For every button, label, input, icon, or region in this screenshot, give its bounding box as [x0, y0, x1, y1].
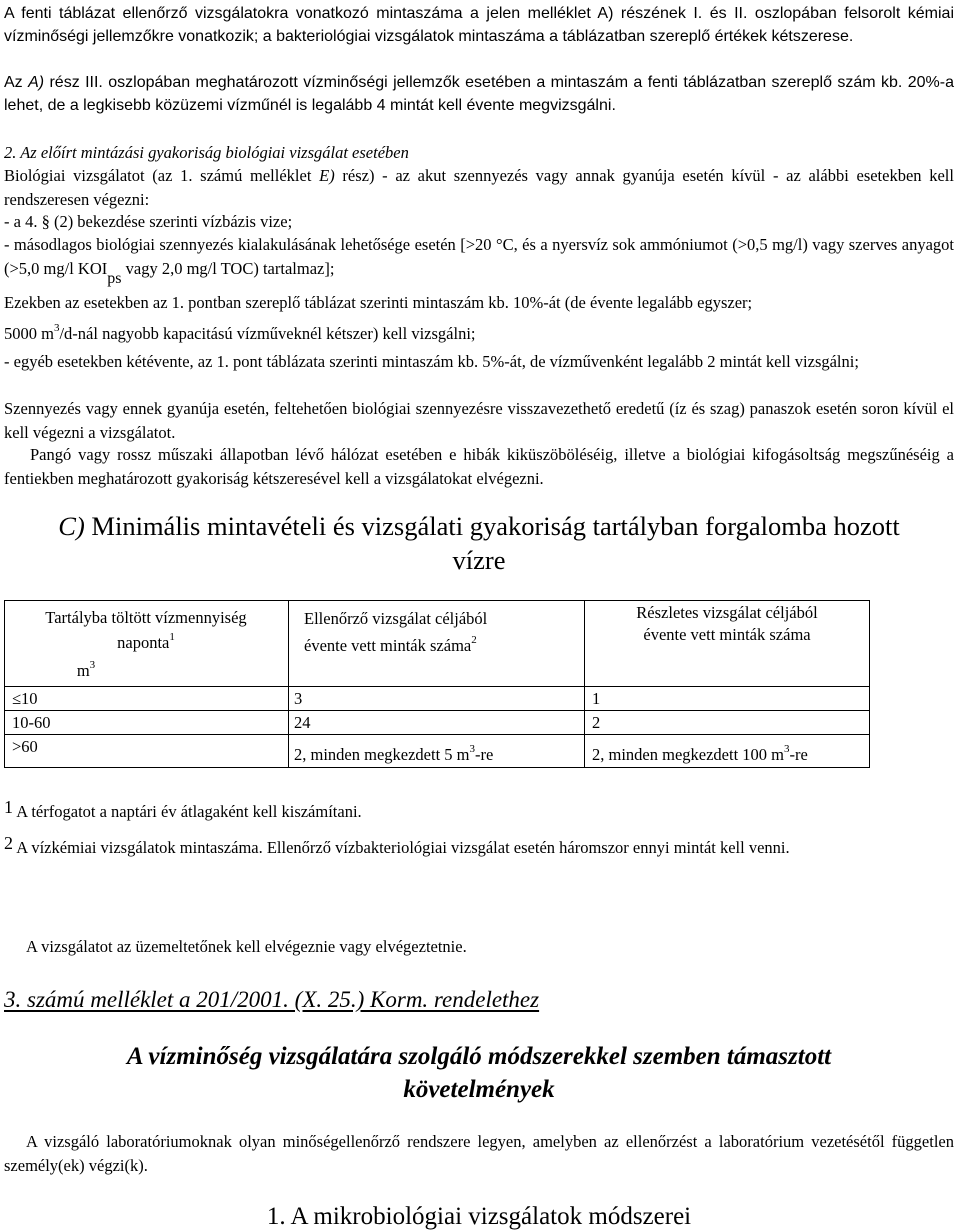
table-row-divider-1	[4, 710, 870, 711]
intro-p2-text-c: rész III. oszlopában meghatározott vízminőségi jellemzők esetében a mintaszám a fenti táblázatban szereplő szám kb. 20%-a lehet, de a legkisebb közüzemi vízműnél is legalább 4 mintát kell évente megvizsgálni.	[4, 74, 954, 114]
table-row-1-control: 3	[294, 689, 303, 708]
header-detailed-line-2: évente vett minták száma	[643, 625, 811, 644]
table-row-1-quantity: ≤10	[12, 689, 38, 708]
header-quantity-line-2	[4, 630, 288, 658]
header-control-line-2	[304, 632, 574, 662]
s2-p1-text-c: rész) - az akut szennyezés vagy annak gyanúja esetén kívül - az alábbi esetekben kell rendszeresen végezni:	[4, 166, 954, 209]
header-quantity-line-1: Tartályba töltött vízmennyiség	[45, 608, 247, 627]
header-control-text: évente vett minták száma	[304, 636, 472, 655]
table-col-divider-1	[288, 600, 289, 768]
header-quantity-unit: m	[76, 661, 90, 680]
table-header-quantity	[4, 605, 288, 686]
annex-heading: 3. számú melléklet a 201/2001. (X. 25.) Korm. rendelethez	[4, 987, 540, 1012]
row-3-control-text: 2, minden megkezdett 5 m	[294, 745, 470, 764]
section-c-title-line-2: vízre	[452, 545, 506, 575]
section-2-paragraph-4: Ezekben az esetekben az 1. pontban szereplő táblázat szerinti mintaszám kb. 10%-át (de évente legalább egyszer;	[4, 293, 753, 312]
table-row-3-control	[294, 744, 493, 768]
table-header-detailed	[584, 602, 870, 646]
section-c-title-text: Minimális mintavételi és vizsgálati gyakoriság tartályban forgalomba hozott	[84, 511, 900, 541]
section-2-paragraph-5	[4, 322, 954, 349]
table-border-top	[4, 600, 870, 601]
header-control-footnote-ref: 2	[471, 634, 477, 646]
header-quantity-line-3	[4, 658, 288, 686]
intro-p2-text-a: Az	[4, 74, 29, 91]
s2-p5-text-b: /d-nál nagyobb kapacitású vízműveknél kétszer) kell vizsgálni;	[59, 324, 476, 343]
sampling-frequency-table	[4, 600, 870, 768]
section-2-paragraph-3	[4, 233, 954, 287]
header-detailed-line-1: Részletes vizsgálat céljából	[636, 603, 818, 622]
section-2-paragraph-6: - egyéb esetekben kétévente, az 1. pont táblázata szerinti mintaszám kb. 5%-át, de vízművenként legalább 2 mintát kell vizsgálni;	[4, 352, 859, 371]
footnote-2-text: A vízkémiai vizsgálatok mintaszáma. Ellenőrző vízbakteriológiai vizsgálat esetén háromszor ennyi mintát kell venni.	[13, 838, 790, 857]
table-row-divider-2	[4, 734, 870, 735]
table-row-3-quantity: >60	[12, 737, 38, 756]
s2-p1-text-a: Biológiai vizsgálatot (az 1. számú melléklet	[4, 166, 320, 185]
row-3-detailed-text: 2, minden megkezdett 100 m	[592, 745, 784, 764]
footnote-2	[4, 833, 954, 860]
footnote-2-number: 2	[4, 833, 13, 853]
s2-p3-text-b: vagy 2,0 mg/l TOC) tartalmaz];	[121, 258, 335, 278]
s2-p3-subscript: ps	[107, 269, 122, 287]
header-quantity-footnote-ref: 1	[169, 631, 175, 643]
section-c-title	[4, 509, 954, 577]
section-2-paragraph-1	[4, 164, 954, 211]
section-c-letter: C)	[58, 511, 85, 541]
s2-p1-part-ref: E)	[319, 166, 335, 185]
section-2-heading: 2. Az előírt mintázási gyakoriság biológiai vizsgálat esetében	[4, 143, 409, 162]
operator-note: A vizsgálatot az üzemeltetőnek kell elvégeznie vagy elvégeztetnie.	[26, 937, 467, 956]
table-row-2-quantity: 10-60	[12, 713, 51, 732]
s2-p5-text-a: 5000 m	[4, 324, 54, 343]
table-header-divider	[4, 686, 870, 687]
row-3-control-suffix: -re	[475, 745, 494, 764]
table-row-2-detailed: 2	[592, 713, 601, 732]
header-control-line-1: Ellenőrző vizsgálat céljából	[304, 609, 488, 628]
table-header-control	[304, 605, 574, 662]
header-quantity-unit-exponent: 3	[89, 659, 96, 671]
requirements-heading	[4, 1040, 954, 1106]
microbiology-heading: 1. A mikrobiológiai vizsgálatok módszerei	[266, 1203, 692, 1230]
requirements-heading-line-2: követelmények	[403, 1076, 555, 1103]
footnote-1-text: A térfogatot a naptári év átlagaként kell kiszámítani.	[13, 802, 362, 821]
intro-paragraph-2	[4, 71, 954, 117]
lab-paragraph: A vizsgáló laboratóriumoknak olyan minőségellenőrző rendszere legyen, amelyben az ellenőrzést a laboratórium vezetésétől független személy(ek) végzi(k).	[4, 1132, 954, 1175]
section-c-title-line-1	[4, 509, 954, 543]
table-row-1-detailed: 1	[592, 689, 601, 708]
section-2-paragraph-8: Pangó vagy rossz műszaki állapotban lévő hálózat esetében e hibák kiküszöböléséig, illetve a biológiai kifogásoltság megszűnéséig a fentiekben meghatározott gyakoriság kétszeresével kell a vizsgálatokat elvégezni.	[4, 445, 954, 488]
intro-paragraph-1: A fenti táblázat ellenőrző vizsgálatokra vonatkozó mintaszáma a jelen melléklet A) részének I. és II. oszlopában felsorolt kémiai vízminőségi jellemzőkre vonatkozik; a bakteriológiai vizsgálatok mintaszáma a táblázatban szereplő értékek kétszerese.	[4, 5, 954, 45]
intro-p2-part-ref: A)	[28, 74, 45, 91]
requirements-heading-line-1: A vízminőség vizsgálatára szolgáló módszerekkel szemben támasztott	[126, 1043, 832, 1070]
row-3-detailed-exponent: 3	[784, 743, 790, 755]
row-3-control-exponent: 3	[469, 743, 475, 755]
section-2-paragraph-2: - a 4. § (2) bekezdése szerinti vízbázis vize;	[4, 212, 293, 231]
s2-p5-superscript: 3	[53, 322, 60, 334]
section-2-paragraph-7: Szennyezés vagy ennek gyanúja esetén, feltehetően biológiai szennyezésre visszavezethető eredetű (íz és szag) panaszok esetén soron kívül el kell végezni a vizsgálatot.	[4, 399, 954, 442]
header-quantity-naponta: naponta	[117, 633, 170, 652]
footnote-1-number: 1	[4, 797, 13, 817]
footnote-1	[4, 797, 954, 824]
table-row-3-detailed	[592, 744, 808, 768]
row-3-detailed-suffix: -re	[789, 745, 808, 764]
s2-p3-text-a: - másodlagos biológiai szennyezés kialakulásának lehetősége esetén [>20 °C, és a nyersvíz sok ammóniumot (>0,5 mg/l) vagy szerves anyagot (>5,0 mg/l KOI	[4, 235, 954, 278]
table-row-2-control: 24	[294, 713, 311, 732]
